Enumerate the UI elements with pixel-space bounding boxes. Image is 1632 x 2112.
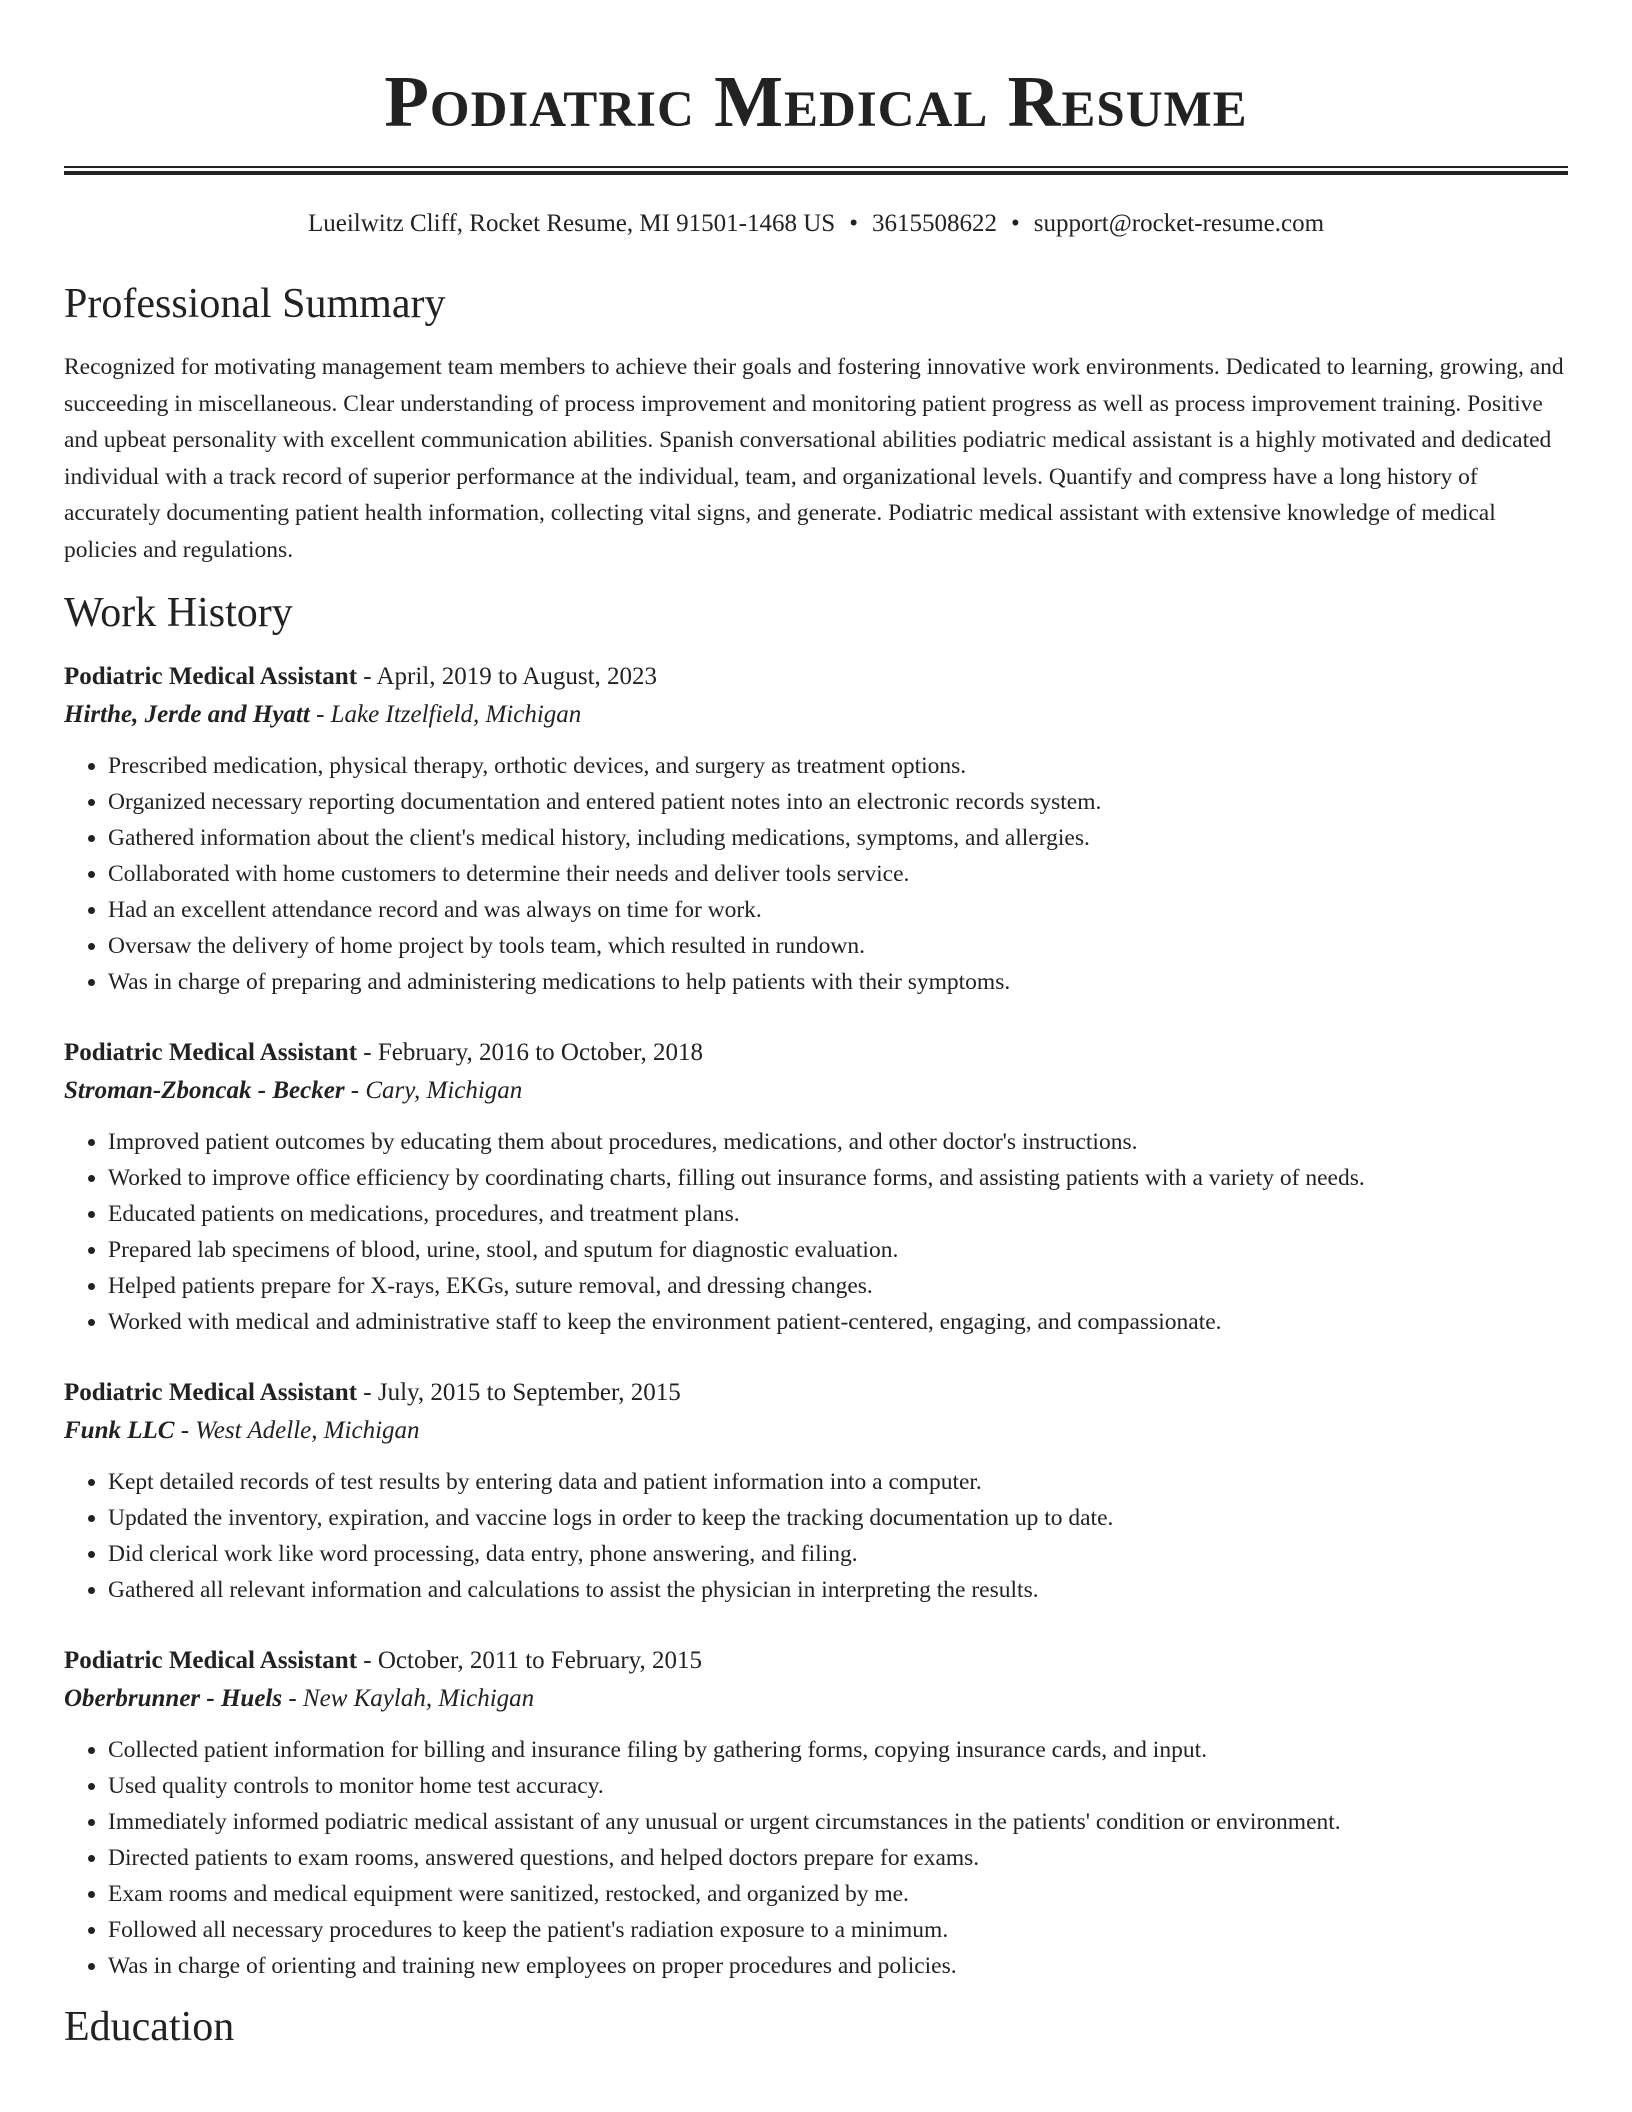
job-duty: • Oversaw the delivery of home project by tools team, which resulted in rundown. bbox=[108, 928, 1568, 964]
job-duty: • Worked to improve office efficiency by coordinating charts, filling out insurance forms, and assisting patients with a variety of needs. bbox=[108, 1160, 1568, 1196]
contact-separator: • bbox=[849, 210, 858, 237]
job-heading bbox=[64, 658, 1568, 696]
contact-phone: 3615508622 bbox=[871, 210, 997, 237]
job-company: Stroman-Zboncak - Becker bbox=[64, 1077, 345, 1104]
job-duties bbox=[64, 1732, 1568, 1984]
job-entry bbox=[64, 1374, 1568, 1608]
resume-title: Podiatric Medical Resume bbox=[384, 61, 1248, 142]
job-duty: • Directed patients to exam rooms, answered questions, and helped doctors prepare for exams. bbox=[108, 1840, 1568, 1876]
job-duty: • Worked with medical and administrative staff to keep the environment patient-centered, engaging, and compassionate. bbox=[108, 1304, 1568, 1340]
job-duty: • Organized necessary reporting documentation and entered patient notes into an electronic records system. bbox=[108, 784, 1568, 820]
job-entry bbox=[64, 658, 1568, 1000]
job-location: - Cary, Michigan bbox=[344, 1077, 523, 1104]
contact-line bbox=[64, 209, 1568, 239]
job-dates: - July, 2015 to September, 2015 bbox=[357, 1379, 681, 1406]
job-duty: • Was in charge of orienting and training new employees on proper procedures and policies. bbox=[108, 1948, 1568, 1984]
job-dates: - April, 2019 to August, 2023 bbox=[357, 663, 658, 690]
job-duties bbox=[64, 748, 1568, 1000]
job-duty: • Followed all necessary procedures to keep the patient's radiation exposure to a minimum. bbox=[108, 1912, 1568, 1948]
contact-email: support@rocket-resume.com bbox=[1033, 210, 1325, 237]
job-duty: • Collaborated with home customers to determine their needs and deliver tools service. bbox=[108, 856, 1568, 892]
job-title: Podiatric Medical Assistant bbox=[64, 663, 358, 690]
job-company: Oberbrunner - Huels bbox=[64, 1685, 283, 1712]
job-employer bbox=[64, 1072, 1568, 1110]
job-title: Podiatric Medical Assistant bbox=[64, 1379, 358, 1406]
job-duty: • Prepared lab specimens of blood, urine, stool, and sputum for diagnostic evaluation. bbox=[108, 1232, 1568, 1268]
job-duty: • Exam rooms and medical equipment were sanitized, restocked, and organized by me. bbox=[108, 1876, 1568, 1912]
job-location: - Lake Itzelfield, Michigan bbox=[309, 701, 582, 728]
job-duties bbox=[64, 1464, 1568, 1608]
job-employer bbox=[64, 696, 1568, 734]
job-heading bbox=[64, 1374, 1568, 1412]
job-heading bbox=[64, 1034, 1568, 1072]
job-duty: • Collected patient information for billing and insurance filing by gathering forms, copying insurance cards, and input. bbox=[108, 1732, 1568, 1768]
job-duties bbox=[64, 1124, 1568, 1340]
job-duty: • Kept detailed records of test results by entering data and patient information into a computer. bbox=[108, 1464, 1568, 1500]
job-title: Podiatric Medical Assistant bbox=[64, 1039, 358, 1066]
job-duty: • Updated the inventory, expiration, and vaccine logs in order to keep the tracking documentation up to date. bbox=[108, 1500, 1568, 1536]
job-employer bbox=[64, 1412, 1568, 1450]
work-history-heading: Work History bbox=[64, 590, 293, 636]
job-entry bbox=[64, 1034, 1568, 1340]
job-entry bbox=[64, 1642, 1568, 1984]
job-duty: • Helped patients prepare for X-rays, EKGs, suture removal, and dressing changes. bbox=[108, 1268, 1568, 1304]
job-title: Podiatric Medical Assistant bbox=[64, 1647, 358, 1674]
job-dates: - February, 2016 to October, 2018 bbox=[357, 1039, 703, 1066]
job-duty: • Did clerical work like word processing, data entry, phone answering, and filing. bbox=[108, 1536, 1568, 1572]
education-heading: Education bbox=[64, 2004, 235, 2050]
job-duty: • Used quality controls to monitor home test accuracy. bbox=[108, 1768, 1568, 1804]
contact-address: Lueilwitz Cliff, Rocket Resume, MI 91501-1468 US bbox=[307, 210, 836, 237]
contact-separator: • bbox=[1010, 210, 1020, 237]
job-duty: • Improved patient outcomes by educating them about procedures, medications, and other doctor's instructions. bbox=[108, 1124, 1568, 1160]
job-duty: • Prescribed medication, physical therapy, orthotic devices, and surgery as treatment options. bbox=[108, 748, 1568, 784]
summary-heading: Professional Summary bbox=[64, 281, 446, 327]
job-dates: - October, 2011 to February, 2015 bbox=[357, 1647, 703, 1674]
job-location: - West Adelle, Michigan bbox=[174, 1417, 420, 1444]
job-duty: • Educated patients on medications, procedures, and treatment plans. bbox=[108, 1196, 1568, 1232]
job-duty: • Gathered information about the client's medical history, including medications, symptoms, and allergies. bbox=[108, 820, 1568, 856]
work-history-list bbox=[64, 658, 1568, 1984]
job-heading bbox=[64, 1642, 1568, 1680]
summary-text: Recognized for motivating management team members to achieve their goals and fostering innovative work environments. Dedicated to learning, growing, and succeeding in miscellaneous. Clear understanding of process improvement and monitoring patient progress as well as process improvement training. Positive and upbeat personality with excellent communication abilities. Spanish conversational abilities podiatric medical assistant is a highly motivated and dedicated individual with a track record of superior performance at the individual, team, and organizational levels. Quantify and compress have a long history of accurately documenting patient health information, collecting vital signs, and generate. Podiatric medical assistant with extensive knowledge of medical policies and regulations. bbox=[64, 354, 1564, 563]
job-company: Hirthe, Jerde and Hyatt bbox=[64, 701, 310, 728]
job-location: - New Kaylah, Michigan bbox=[282, 1685, 535, 1712]
job-duty: • Immediately informed podiatric medical assistant of any unusual or urgent circumstances in the patients' condition or environment. bbox=[108, 1804, 1568, 1840]
job-employer bbox=[64, 1680, 1568, 1718]
title-divider bbox=[64, 166, 1568, 175]
job-duty: • Was in charge of preparing and administering medications to help patients with their symptoms. bbox=[108, 964, 1568, 1000]
job-duty: • Had an excellent attendance record and was always on time for work. bbox=[108, 892, 1568, 928]
job-company: Funk LLC bbox=[64, 1417, 175, 1444]
job-duty: • Gathered all relevant information and calculations to assist the physician in interpreting the results. bbox=[108, 1572, 1568, 1608]
